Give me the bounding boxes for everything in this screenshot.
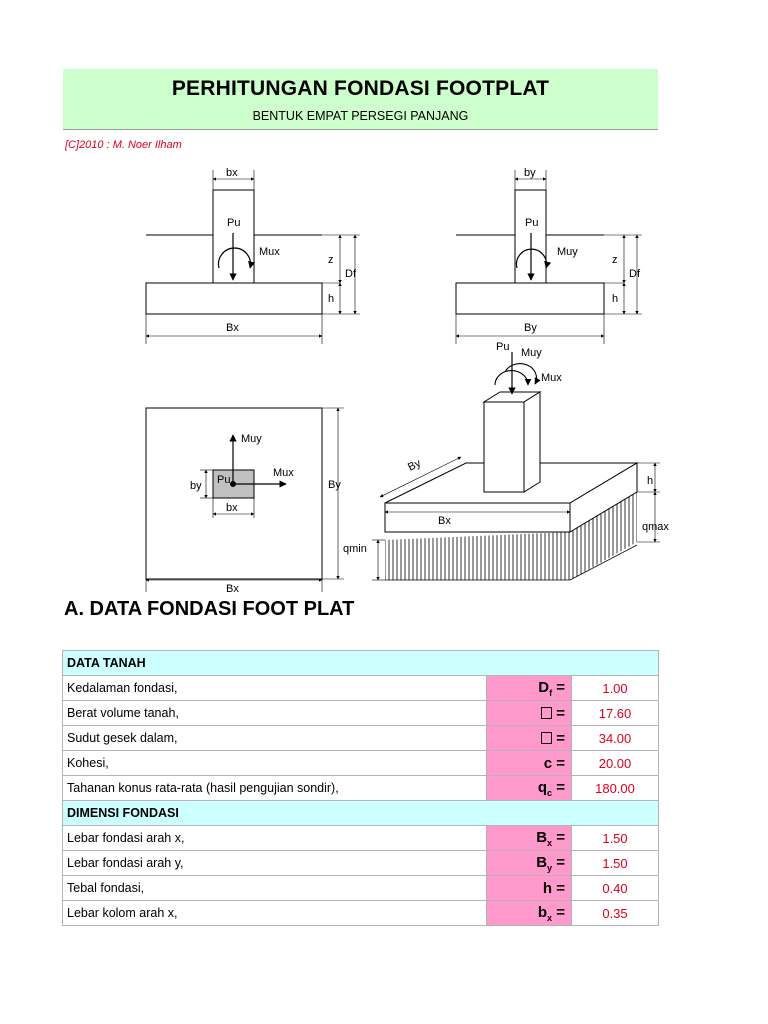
label-pu-x: Pu — [227, 217, 241, 229]
row-symbol: h = — [487, 876, 572, 901]
row-label: Lebar kolom arah x, — [63, 901, 487, 926]
label-muy: Muy — [557, 246, 578, 258]
table-row — [63, 751, 659, 776]
label-z-y: z — [612, 254, 618, 266]
row-label: Tahanan konus rata-rata (hasil pengujian sondir), — [63, 776, 487, 801]
group-header-dimensi-fondasi — [63, 801, 659, 826]
label-Bx-plan: Bx — [226, 583, 239, 595]
label-mux-iso: Mux — [541, 372, 562, 384]
table-row — [63, 776, 659, 801]
row-value[interactable]: 1.50 — [572, 851, 659, 876]
label-pu-iso: Pu — [496, 341, 510, 353]
label-by-bottom: By — [524, 322, 537, 334]
title-box — [63, 69, 658, 130]
table-row — [63, 676, 659, 701]
row-symbol: = — [487, 726, 572, 751]
row-symbol: $D_f$ = — [487, 676, 572, 701]
row-symbol: $q_c$ = — [487, 776, 572, 801]
label-h-y: h — [612, 293, 619, 305]
label-pu-y: Pu — [525, 217, 539, 229]
table-row — [63, 826, 659, 851]
row-label: Tebal fondasi, — [63, 876, 487, 901]
row-label: Kedalaman fondasi, — [63, 676, 487, 701]
group-title: DATA TANAH — [63, 651, 659, 676]
label-Bx-iso: Bx — [438, 515, 451, 527]
label-by-plan: by — [190, 480, 202, 492]
foundation-diagram — [0, 155, 768, 595]
row-symbol: $B_y$ = — [487, 851, 572, 876]
section-title: A. DATA FONDASI FOOT PLAT — [64, 598, 355, 620]
label-z-x: z — [328, 254, 334, 266]
row-value[interactable]: 0.40 — [572, 876, 659, 901]
row-label: Sudut gesek dalam, — [63, 726, 487, 751]
row-symbol: $B_x$ = — [487, 826, 572, 851]
data-table — [62, 650, 659, 926]
row-value[interactable]: 17.60 — [572, 701, 659, 726]
table-row — [63, 876, 659, 901]
label-muy-plan: Muy — [241, 433, 262, 445]
label-bx-bottom: Bx — [226, 322, 239, 334]
row-value[interactable]: 1.50 — [572, 826, 659, 851]
missing-glyph-icon — [541, 732, 552, 744]
label-By-iso: By — [406, 457, 423, 474]
group-header-data-tanah — [63, 651, 659, 676]
table-row — [63, 901, 659, 926]
row-label: Kohesi, — [63, 751, 487, 776]
label-h-iso: h — [647, 475, 654, 487]
row-symbol: = — [487, 701, 572, 726]
label-bx-plan: bx — [226, 502, 238, 514]
label-mux: Mux — [259, 246, 280, 258]
label-qmax: qmax — [642, 521, 669, 533]
table-row — [63, 851, 659, 876]
table-row — [63, 726, 659, 751]
table-row — [63, 701, 659, 726]
row-value[interactable]: 20.00 — [572, 751, 659, 776]
label-df-x: Df — [345, 268, 356, 280]
label-By-plan: By — [328, 479, 341, 491]
row-value[interactable]: 1.00 — [572, 676, 659, 701]
label-df-y: Df — [629, 268, 640, 280]
row-value[interactable]: 34.00 — [572, 726, 659, 751]
label-muy-iso: Muy — [521, 347, 542, 359]
row-value[interactable]: 180.00 — [572, 776, 659, 801]
row-symbol: c = — [487, 751, 572, 776]
label-pu-plan: Pu — [217, 474, 231, 486]
label-mux-plan: Mux — [273, 467, 294, 479]
missing-glyph-icon — [541, 707, 552, 719]
page-title: PERHITUNGAN FONDASI FOOTPLAT — [171, 77, 550, 100]
row-value[interactable]: 0.35 — [572, 901, 659, 926]
copyright-note: [C]2010 : M. Noer Ilham — [65, 139, 182, 151]
label-qmin: qmin — [343, 543, 367, 555]
label-h-x: h — [328, 293, 335, 305]
row-label: Lebar fondasi arah x, — [63, 826, 487, 851]
label-bx-top: bx — [226, 167, 238, 179]
label-by-top: by — [524, 167, 536, 179]
row-label: Berat volume tanah, — [63, 701, 487, 726]
group-title: DIMENSI FONDASI — [63, 801, 659, 826]
page-subtitle: BENTUK EMPAT PERSEGI PANJANG — [252, 109, 469, 123]
row-label: Lebar fondasi arah y, — [63, 851, 487, 876]
row-symbol: $b_x$ = — [487, 901, 572, 926]
